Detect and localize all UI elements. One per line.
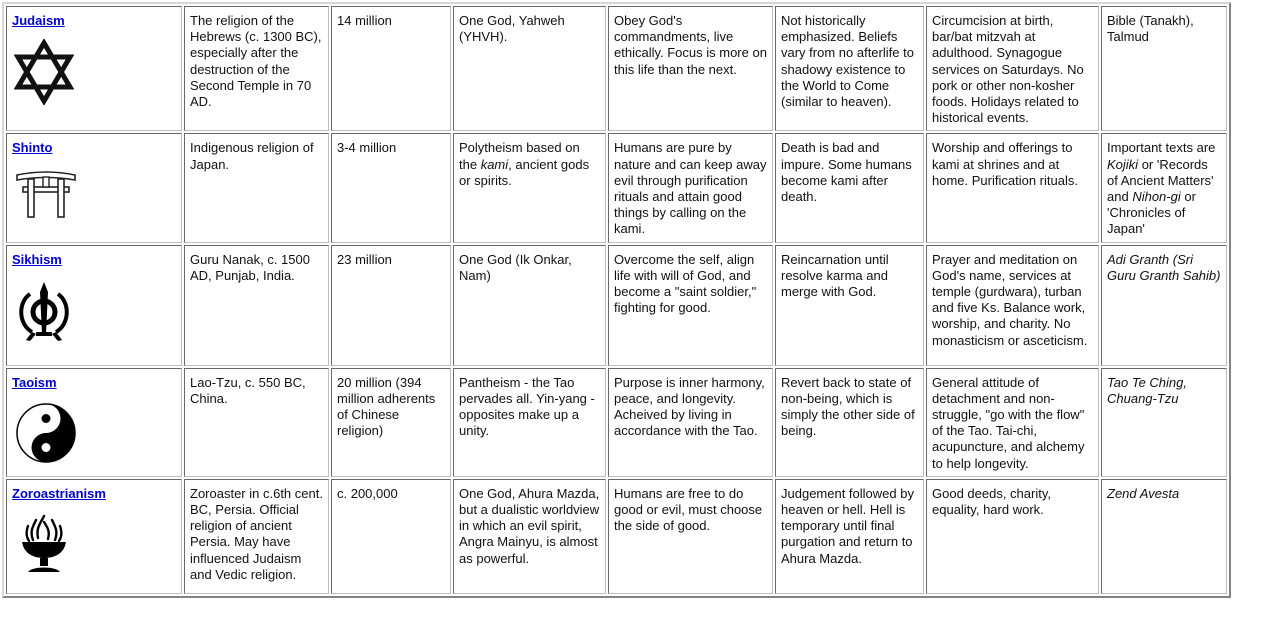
texts-text: or 'Records of Ancient Matters' and [1107, 156, 1214, 205]
texts-text-italic: Nihon-gi [1132, 189, 1181, 205]
star-of-david-icon [14, 39, 74, 105]
religion-link-sikhism[interactable]: Sikhism [12, 251, 62, 267]
table-row-taoism [6, 368, 1227, 477]
texts-cell: Tao Te Ching, Chuang-Tzu [1101, 368, 1227, 477]
god-text: , ancient gods or spirits. [459, 156, 590, 188]
texts-cell: Bible (Tanakh), Talmud [1101, 6, 1227, 131]
god-text: Polytheism based on the [459, 140, 580, 172]
texts-cell [1101, 133, 1227, 242]
afterlife-cell: Revert back to state of non-being, which is simply the other side of being. [775, 368, 924, 477]
purpose-cell: Overcome the self, align life with will of God, and become a "saint soldier," fighting for good. [608, 245, 773, 366]
religions-table [2, 2, 1231, 598]
texts-text-italic: Kojiki [1107, 156, 1139, 172]
afterlife-cell: Judgement followed by heaven or hell. Hell is temporary until final purgation and return to Ahura Mazda. [775, 479, 924, 594]
followers-cell: c. 200,000 [331, 479, 451, 594]
followers-cell: 14 million [331, 6, 451, 131]
table-row-judaism [6, 6, 1227, 131]
table-row-zoroastrianism [6, 479, 1227, 594]
torii-gate-icon [14, 167, 78, 219]
religion-cell [6, 133, 182, 242]
religion-cell [6, 245, 182, 366]
religion-link-judaism[interactable]: Judaism [12, 13, 65, 28]
practices-cell: Circumcision at birth, bar/bat mitzvah at adulthood. Synagogue services on Saturdays. No pork or other non-kosher foods. Holidays related to historical events. [926, 6, 1099, 131]
origin-cell: Lao-Tzu, c. 550 BC, China. [184, 368, 329, 477]
followers-cell: 20 million (394 million adherents of Chinese religion) [331, 368, 451, 477]
origin-cell: Indigenous religion of Japan. [184, 133, 329, 242]
followers-cell: 23 million [331, 245, 451, 366]
religion-cell [6, 479, 182, 594]
religion-cell [6, 6, 182, 131]
religion-link-taoism[interactable]: Taoism [12, 374, 57, 390]
table-row-shinto [6, 133, 1227, 242]
afterlife-cell: Reincarnation until resolve karma and merge with God. [775, 245, 924, 366]
purpose-cell: Obey God's commandments, live ethically. Focus is more on this life than the next. [608, 6, 773, 131]
texts-cell: Adi Granth (Sri Guru Granth Sahib) [1101, 245, 1227, 366]
god-cell: One God (Ik Onkar, Nam) [453, 245, 606, 366]
religion-link-zoroastrianism[interactable]: Zoroastrianism [12, 485, 106, 501]
afterlife-cell: Death is bad and impure. Some humans become kami after death. [775, 133, 924, 242]
practices-cell: General attitude of detachment and non-struggle, "go with the flow" of the Tao. Tai-chi, acupuncture, and alchemy to help longevity. [926, 368, 1099, 477]
origin-cell: The religion of the Hebrews (c. 1300 BC), especially after the destruction of the Second Temple in 70 AD. [184, 6, 329, 131]
god-cell: One God, Yahweh (YHVH). [453, 6, 606, 131]
followers-cell: 3-4 million [331, 133, 451, 242]
origin-cell: Guru Nanak, c. 1500 AD, Punjab, India. [184, 245, 329, 366]
god-cell: Pantheism - the Tao pervades all. Yin-yang - opposites make up a unity. [453, 368, 606, 477]
purpose-cell: Humans are free to do good or evil, must choose the side of good. [608, 479, 773, 594]
practices-cell: Good deeds, charity, equality, hard work. [926, 479, 1099, 594]
god-cell [453, 133, 606, 242]
afterlife-cell: Not historically emphasized. Beliefs vary from no afterlife to shadowy existence to the World to Come (similar to heaven). [775, 6, 924, 131]
religion-link-shinto[interactable]: Shinto [12, 140, 53, 156]
god-text-italic: kami [480, 156, 509, 172]
fire-altar-icon [14, 512, 74, 578]
table-row-sikhism [6, 245, 1227, 366]
texts-text: or 'Chronicles of Japan' [1107, 189, 1196, 237]
practices-cell: Worship and offerings to kami at shrines and at home. Purification rituals. [926, 133, 1099, 242]
practices-cell: Prayer and meditation on God's name, services at temple (gurdwara), turban and five Ks. Balance work, worship, and charity. No monasticism or asceticism. [926, 245, 1099, 366]
texts-cell: Zend Avesta [1101, 479, 1227, 594]
purpose-cell: Humans are pure by nature and can keep away evil through purification rituals and attain good things by calling on the kami. [608, 133, 773, 242]
purpose-cell: Purpose is inner harmony, peace, and longevity. Acheived by living in accordance with the Tao. [608, 368, 773, 477]
yin-yang-icon [14, 401, 78, 465]
origin-cell: Zoroaster in c.6th cent. BC, Persia. Official religion of ancient Persia. May have influenced Judaism and Vedic religion. [184, 479, 329, 594]
god-cell: One God, Ahura Mazda, but a dualistic worldview in which an evil spirit, Angra Mainyu, is almost as powerful. [453, 479, 606, 594]
khanda-icon [14, 278, 74, 344]
texts-text: Important texts are [1107, 140, 1216, 156]
religion-cell [6, 368, 182, 477]
